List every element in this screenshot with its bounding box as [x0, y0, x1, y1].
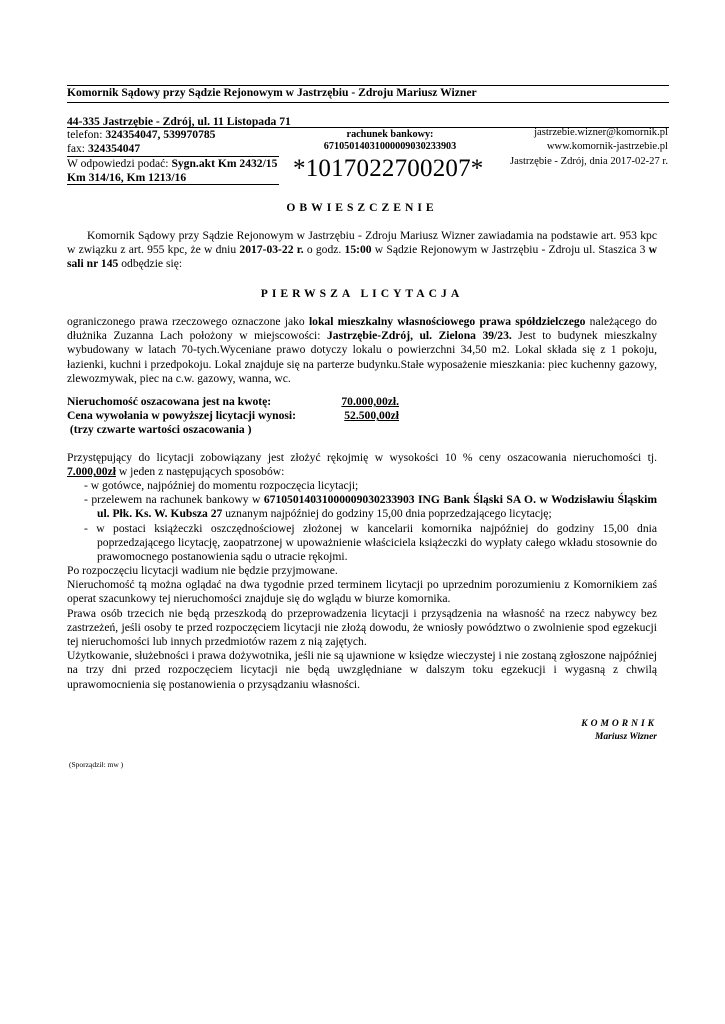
office-website: www.komornik-jastrzebie.pl — [546, 141, 668, 152]
bank-account-number: 67105014031000009030233903 — [323, 141, 457, 152]
deposit-text: Przystępujący do licytacji zobowiązany jest złożyć rękojmię w wysokości 10 % ceny oszacowania nieruchomości tj. — [67, 451, 657, 464]
no-deposit-after-start: Po rozpoczęciu licytacji wadium nie będzie przyjmowane. — [67, 564, 338, 577]
payment-method-savings-book: - w postaci książeczki oszczędnościowej złożonej w kancelarii komornika najpóźniej do godziny 15,00 dnia poprzedzającego licytację, zaopatrzonej w upoważnienie właściciela książeczki do wypłaty całego wkładu stosownie do prawomocnego postanowienia sądu o utracie rękojmi. — [84, 521, 657, 564]
payment-method-transfer — [67, 493, 657, 521]
fax-line — [67, 142, 140, 155]
intro-text: odbędzie się: — [118, 257, 183, 271]
third-party-rights: Prawa osób trzecich nie będą przeszkodą do przeprowadzenia licytacji i przysądzenia na własność na rzecz nabywcy bez zastrzeżeń, jeśli osoby te przed rozpoczęciem licytacji nie złożą dowodu, że wniosły powództwo o zwolnienie spod egzekucji tej nieruchomości lub innych przedmiotów razem z nią zajętych. — [67, 606, 657, 649]
price-label: Cena wywołania w powyższej licytacji wynosi: — [67, 409, 296, 423]
property-location: Jastrzębie-Zdrój, ul. Zielona 39/23. — [327, 329, 512, 343]
valuation-row — [67, 395, 399, 409]
property-text: ograniczonego prawa rzeczowego oznaczone jako — [67, 315, 309, 328]
method-text: - przelewem na rachunek bankowy w — [84, 493, 264, 507]
prepared-by: (Sporządził: mw ) — [69, 760, 124, 769]
property-text: Jest to budynek mieszkalny wybudowany w latach 70-tych.Wyceniane prawo dotyczy lokalu o powierzchni 34,50 m2. Lokal składa się z 1 pokoju, łazienki, kuchni i przedpokoju. Lokal znajduje się na parterze budynku.Stałe wyposażenie mieszkania: piec kuchenny gazowy, zlewozmywak, piec na c.w. gazowy, wanna, wc. — [67, 329, 658, 385]
intro-text: Komornik Sądowy przy Sądzie Rejonowym w Jastrzębiu - Zdroju Mariusz Wizner zawiadamia na podstawie art. 953 kpc w związku z art. 955 kpc, że w dniu — [67, 229, 657, 257]
reply-reference — [67, 157, 277, 170]
method-text: uznanym najpóźniej do godziny 15,00 dnia poprzedzającego licytację; — [222, 507, 552, 521]
valuation-row — [67, 409, 399, 423]
intro-text: w Sądzie Rejonowym w Jastrzębiu - Zdroju ul. Staszica 3 — [371, 243, 649, 257]
notice-heading: OBWIESZCZENIE — [286, 201, 438, 214]
payment-method-cash: - w gotówce, najpóźniej do momentu rozpoczęcia licytacji; — [84, 479, 359, 492]
deposit-text: w jeden z następujących sposobów: — [115, 465, 285, 479]
auction-date: 2017-03-22 r. — [239, 243, 304, 257]
closing-section — [67, 564, 657, 692]
phone-value: 324354047, 539970785 — [105, 128, 216, 141]
phone-label: telefon: — [67, 128, 106, 141]
office-email: jastrzebie.wizner@komornik.pl — [534, 127, 668, 138]
fax-value: 324354047 — [87, 142, 141, 155]
intro-text: o godz. — [303, 243, 345, 257]
signature-title: KOMORNIK — [581, 719, 657, 729]
reference-bottom-rule — [67, 184, 279, 185]
property-description — [67, 315, 657, 386]
auction-time: 15:00 — [344, 243, 372, 257]
estimate-value: 70.000,00zł. — [341, 395, 399, 408]
valuation-row — [67, 423, 399, 437]
deposit-paragraph — [67, 451, 657, 479]
auction-heading: PIERWSZA LICYTACJA — [260, 287, 464, 300]
office-address: 44-335 Jastrzębie - Zdrój, ul. 11 Listopada 71 — [67, 115, 291, 128]
phone-line — [67, 128, 215, 141]
auction-room: w sali nr 145 — [67, 243, 657, 271]
price-value: 52.500,00zł — [344, 409, 399, 423]
reply-prefix: W odpowiedzi podać: — [67, 157, 172, 170]
place-and-date: Jastrzębie - Zdrój, dnia 2017-02-27 r. — [510, 156, 668, 167]
price-note: (trzy czwarte wartości oszacowania ) — [67, 423, 252, 437]
viewing-info: Nieruchomość tą można oglądać na dwa tygodnie przed terminem licytacji po uprzednim porozumieniu z Komornikiem zaś operat szacunkowy tej nieruchomości znajduje się do wglądu w biurze komornika. — [67, 578, 657, 606]
property-type: lokal mieszkalny własnościowego prawa spółdzielczego — [308, 315, 586, 328]
case-number: Sygn.akt Km 2432/15 — [171, 157, 278, 170]
intro-paragraph — [67, 229, 657, 272]
document-barcode: *1017022700207* — [293, 155, 484, 182]
fax-label: fax: — [67, 142, 88, 155]
bailiff-title: Komornik Sądowy przy Sądzie Rejonowym w Jastrzębiu - Zdroju Mariusz Wizner — [67, 86, 477, 99]
easements-info: Użytkowanie, służebności i prawa dożywotnika, jeśli nie są ujawnione w księdze wieczystej i nie zostaną zgłoszone najpóźniej na trzy dni przed rozpoczęciem licytacji nie będą uwzględniane w dalszym toku egzekucji i wygasną z chwilą uprawomocnienia się postanowienia o przysądzaniu własności. — [67, 649, 657, 691]
case-numbers-additional: Km 314/16, Km 1213/16 — [67, 171, 187, 184]
estimate-label: Nieruchomość oszacowana jest na kwotę: — [67, 395, 272, 408]
header-mid-rule — [67, 102, 669, 103]
deposit-amount: 7.000,00zł — [67, 465, 116, 479]
signature-name: Mariusz Wizner — [594, 732, 657, 742]
bank-account-label: rachunek bankowy: — [346, 129, 434, 140]
bank-transfer-details: 67105014031000009030233903 ING Bank Śląski SA O. w Wodzisławiu Śląskim ul. Płk. Ks. W. Kubsza 27 — [97, 493, 657, 521]
valuation-table — [67, 395, 399, 438]
payment-methods-list — [67, 479, 657, 564]
property-text: należącego do dłużnika Zuzanna Lach położony w miejscowości: — [67, 315, 657, 343]
